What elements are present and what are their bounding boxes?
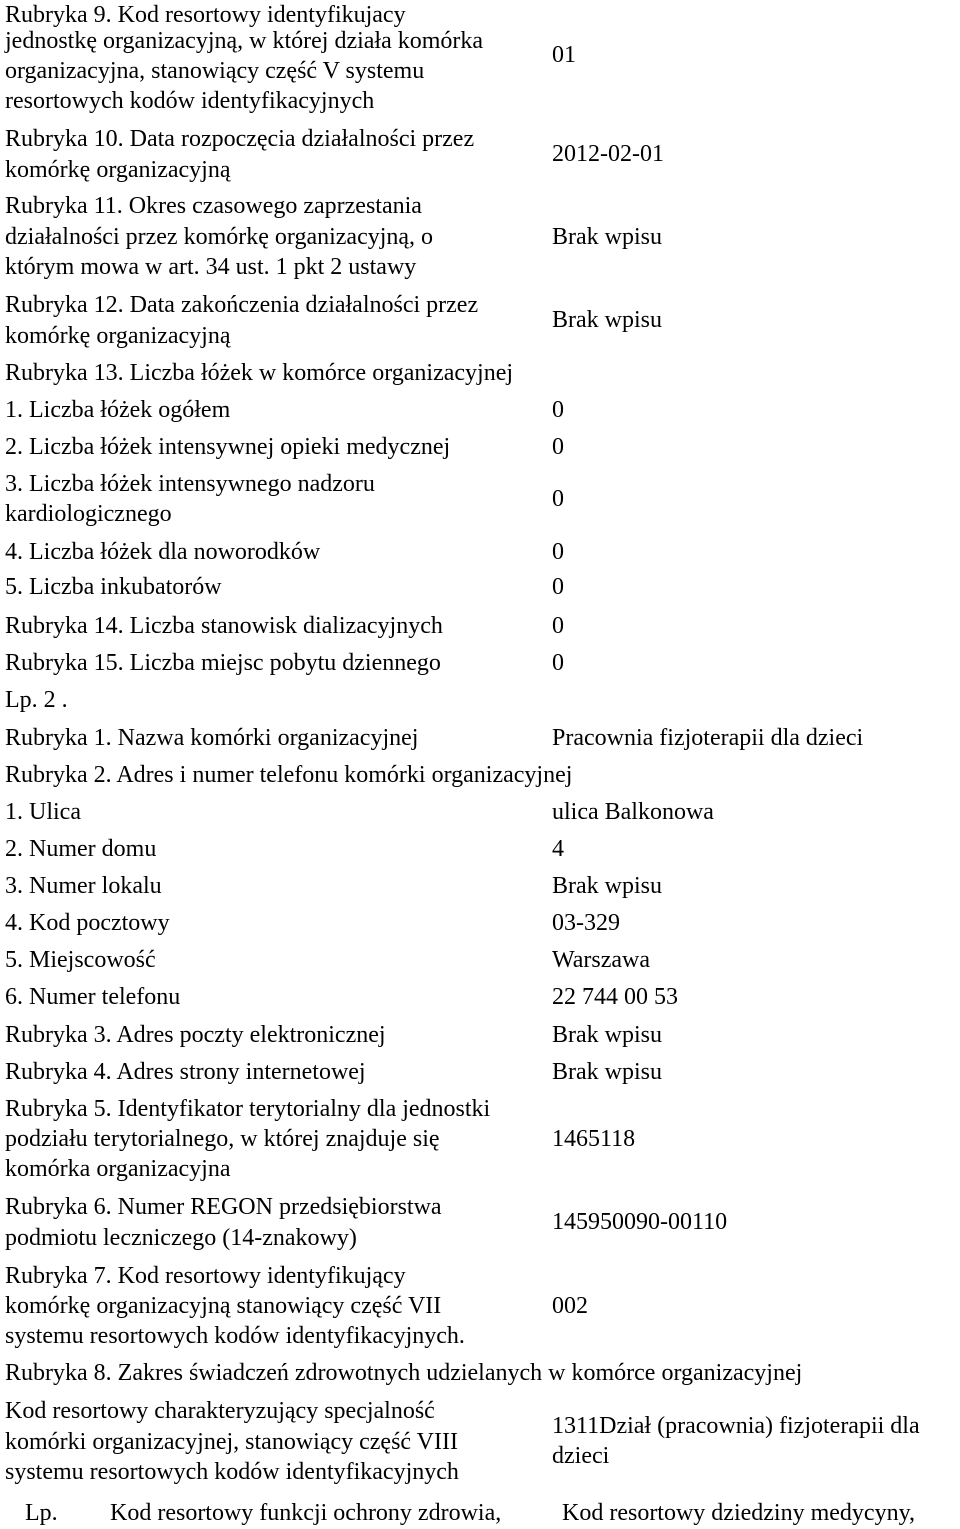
address-heading: Rubryka 2. Adres i numer telefonu komórki organizacyjnej: [5, 762, 573, 788]
phone-label: 6. Numer telefonu: [5, 984, 181, 1010]
city-label: 5. Miejscowość: [5, 947, 156, 973]
beds-newborn-value: 0: [552, 539, 564, 565]
beds-newborn-label: 4. Liczba łóżek dla noworodków: [5, 539, 321, 565]
rubryka-12-value: Brak wpisu: [552, 307, 662, 333]
unit-code-value: 002: [552, 1293, 588, 1319]
label-line: komórkę organizacyjną: [5, 323, 231, 349]
incubators-label: 5. Liczba inkubatorów: [5, 574, 222, 600]
rubryka-13-heading: Rubryka 13. Liczba łóżek w komórce organizacyjnej: [5, 360, 514, 386]
label-line: Rubryka 10. Data rozpoczęcia działalności przez: [5, 126, 475, 152]
label-line: systemu resortowych kodów identyfikacyjnych: [5, 1459, 459, 1485]
unit-name-label: Rubryka 1. Nazwa komórki organizacyjnej: [5, 725, 419, 751]
unit-name-value: Pracownia fizjoterapii dla dzieci: [552, 725, 864, 751]
street-label: 1. Ulica: [5, 799, 81, 825]
label-line: którym mowa w art. 34 ust. 1 pkt 2 ustawy: [5, 254, 417, 280]
label-line: Kod resortowy charakteryzujący specjalność: [5, 1398, 435, 1424]
house-number-label: 2. Numer domu: [5, 836, 157, 862]
city-value: Warszawa: [552, 947, 651, 973]
rubryka-15-label: Rubryka 15. Liczba miejsc pobytu dziennego: [5, 650, 441, 676]
label-line: kardiologicznego: [5, 501, 172, 527]
label-line: działalności przez komórkę organizacyjną, o: [5, 224, 434, 250]
website-label: Rubryka 4. Adres strony internetowej: [5, 1059, 366, 1085]
record-number: Lp. 2 .: [5, 687, 68, 713]
rubryka-14-label: Rubryka 14. Liczba stanowisk dializacyjnych: [5, 613, 443, 639]
column-header-function-code: Kod resortowy funkcji ochrony zdrowia,: [110, 1500, 502, 1526]
column-header-lp: Lp.: [25, 1500, 58, 1526]
label-line: podziału terytorialnego, w której znajduje się: [5, 1126, 440, 1152]
label-line: Rubryka 6. Numer REGON przedsiębiorstwa: [5, 1194, 442, 1220]
beds-cardio-value: 0: [552, 486, 564, 512]
beds-total-value: 0: [552, 397, 564, 423]
beds-total-label: 1. Liczba łóżek ogółem: [5, 397, 231, 423]
label-line: jednostkę organizacyjną, w której działa komórka: [5, 28, 484, 54]
label-line: komórka organizacyjna: [5, 1156, 231, 1182]
apartment-label: 3. Numer lokalu: [5, 873, 162, 899]
value-line: dzieci: [552, 1443, 610, 1469]
beds-icu-label: 2. Liczba łóżek intensywnej opieki medycznej: [5, 434, 451, 460]
beds-icu-value: 0: [552, 434, 564, 460]
value-line: 1311Dział (pracownia) fizjoterapii dla: [552, 1413, 920, 1439]
postal-code-label: 4. Kod pocztowy: [5, 910, 170, 936]
rubryka-11-value: Brak wpisu: [552, 224, 662, 250]
incubators-value: 0: [552, 574, 564, 600]
label-line: Rubryka 11. Okres czasowego zaprzestania: [5, 193, 422, 219]
label-line: systemu resortowych kodów identyfikacyjnych.: [5, 1323, 465, 1349]
column-header-field-code: Kod resortowy dziedziny medycyny,: [562, 1500, 916, 1526]
label-line: Rubryka 9. Kod resortowy identyfikujacy: [5, 2, 406, 28]
label-line: komórkę organizacyjną: [5, 157, 231, 183]
rubryka-15-value: 0: [552, 650, 564, 676]
label-line: Rubryka 12. Data zakończenia działalności przez: [5, 292, 479, 318]
phone-value: 22 744 00 53: [552, 984, 678, 1010]
label-line: organizacyjna, stanowiący część V systemu: [5, 58, 425, 84]
house-number-value: 4: [552, 836, 564, 862]
apartment-value: Brak wpisu: [552, 873, 662, 899]
services-heading: Rubryka 8. Zakres świadczeń zdrowotnych udzielanych w komórce organizacyjnej: [5, 1360, 803, 1386]
territorial-id-value: 1465118: [552, 1126, 636, 1152]
label-line: komórkę organizacyjną stanowiący część VII: [5, 1293, 442, 1319]
email-label: Rubryka 3. Adres poczty elektronicznej: [5, 1022, 386, 1048]
rubryka-9-value: 01: [552, 42, 576, 68]
website-value: Brak wpisu: [552, 1059, 662, 1085]
street-value: ulica Balkonowa: [552, 799, 714, 825]
label-line: Rubryka 7. Kod resortowy identyfikujący: [5, 1263, 406, 1289]
label-line: resortowych kodów identyfikacyjnych: [5, 88, 375, 114]
label-line: komórki organizacyjnej, stanowiący część VIII: [5, 1429, 458, 1455]
label-line: 3. Liczba łóżek intensywnego nadzoru: [5, 471, 375, 497]
regon-value: 145950090-00110: [552, 1209, 728, 1235]
postal-code-value: 03-329: [552, 910, 620, 936]
label-line: podmiotu leczniczego (14-znakowy): [5, 1225, 357, 1251]
rubryka-14-value: 0: [552, 613, 564, 639]
email-value: Brak wpisu: [552, 1022, 662, 1048]
rubryka-10-value: 2012-02-01: [552, 141, 664, 167]
label-line: Rubryka 5. Identyfikator terytorialny dla jednostki: [5, 1096, 491, 1122]
